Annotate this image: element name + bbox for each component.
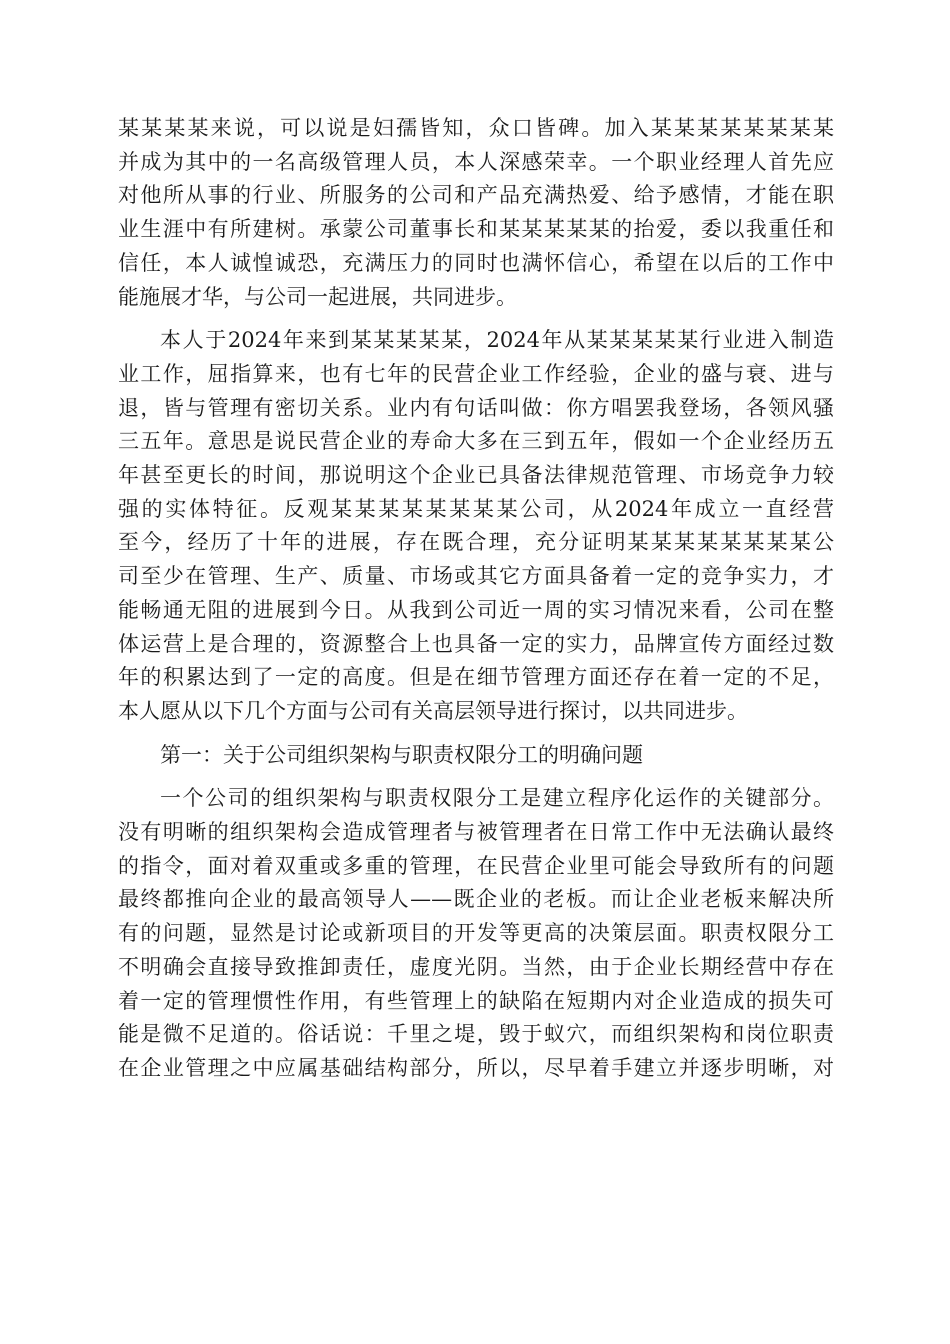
paragraph [118,112,834,314]
paragraph [118,324,834,728]
text-line: 最终都推向企业的最高领导人——既企业的老板。而让企业老板来解决所 [118,887,834,912]
document-body [118,112,834,1086]
text-line: 强的实体特征。反观某某某某某某某某公司，从2024年成立一直经营 [118,496,834,521]
text-line: 能是微不足道的。俗话说：千里之堤，毁于蚁穴，而组织架构和岗位职责 [118,1022,834,1047]
text-line: 至今，经历了十年的进展，存在既合理，充分证明某某某某某某某某公 [118,530,834,555]
text-line: 退，皆与管理有密切关系。业内有句话叫做：你方唱罢我登场，各领风骚 [118,395,834,420]
text-line: 三五年。意思是说民营企业的寿命大多在三到五年，假如一个企业经历五 [118,429,834,454]
text-line: 业工作，屈指算来，也有七年的民营企业工作经验，企业的盛与衰、进与 [118,361,834,386]
text-line: 体运营上是合理的，资源整合上也具备一定的实力，品牌宣传方面经过数 [118,631,834,656]
text-line: 本人愿从以下几个方面与公司有关高层领导进行探讨，以共同进步。 [118,698,748,723]
text-line: 年甚至更长的时间，那说明这个企业已具备法律规范管理、市场竞争力较 [118,463,834,488]
text-line: 业生涯中有所建树。承蒙公司董事长和某某某某某的抬爱，委以我重任和 [118,217,834,242]
text-line: 的指令，面对着双重或多重的管理，在民营企业里可能会导致所有的问题 [118,853,834,878]
text-line: 有的问题，显然是讨论或新项目的开发等更高的决策层面。职责权限分工 [118,921,834,946]
text-line: 在企业管理之中应属基础结构部分，所以，尽早着手建立并逐步明晰，对 [118,1055,834,1080]
text-line: 某某某某来说，可以说是妇孺皆知，众口皆碑。加入某某某某某某某某 [118,116,834,140]
text-line: 没有明晰的组织架构会造成管理者与被管理者在日常工作中无法确认最终 [118,820,834,845]
text-line: 并成为其中的一名高级管理人员，本人深感荣幸。一个职业经理人首先应 [118,149,834,174]
text-line: 能畅通无阻的进展到今日。从我到公司近一周的实习情况来看，公司在整 [118,597,834,622]
paragraph [118,739,834,773]
text-line: 对他所从事的行业、所服务的公司和产品充满热爱、给予感情，才能在职 [118,183,834,208]
text-line: 着一定的管理惯性作用，有些管理上的缺陷在短期内对企业造成的损失可 [118,988,834,1013]
paragraph [118,782,834,1085]
text-line: 司至少在管理、生产、质量、市场或其它方面具备着一定的竞争实力，才 [118,564,834,589]
text-line: 年的积累达到了一定的高度。但是在细节管理方面还存在着一定的不足， [118,665,834,690]
text-line: 信任，本人诚惶诚恐，充满压力的同时也满怀信心，希望在以后的工作中 [118,250,834,275]
text-line: 一个公司的组织架构与职责权限分工是建立程序化运作的关键部分。 [160,786,834,811]
text-line: 不明确会直接导致推卸责任，虚度光阴。当然，由于企业长期经营中存在 [118,954,834,979]
text-line: 能施展才华，与公司一起进展，共同进步。 [118,284,517,309]
text-line: 第一：关于公司组织架构与职责权限分工的明确问题 [160,742,643,767]
text-line: 本人于2024年来到某某某某某，2024年从某某某某某行业进入制造 [160,328,834,353]
